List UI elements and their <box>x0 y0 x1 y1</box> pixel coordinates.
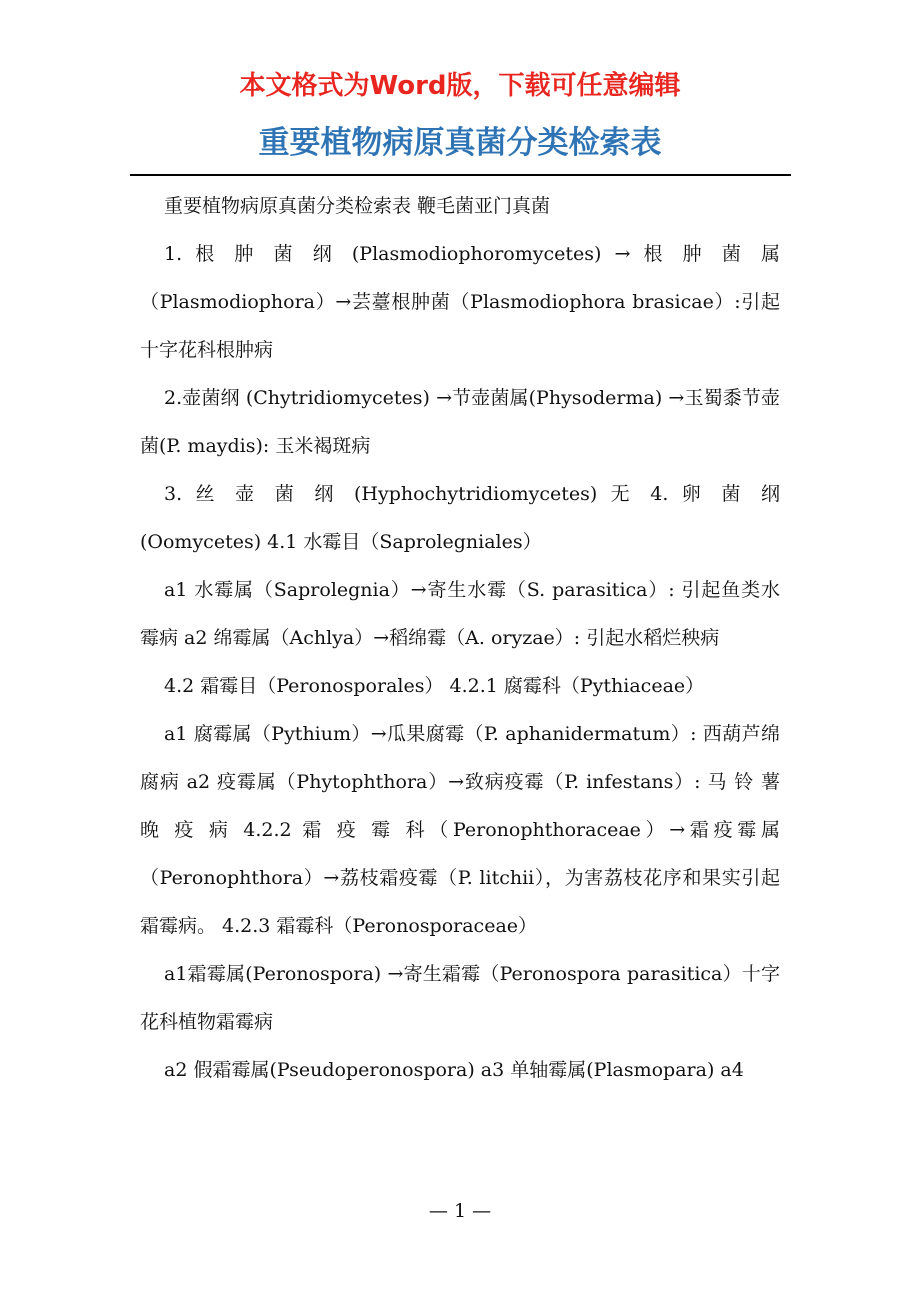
document-body <box>140 182 780 1094</box>
paragraph-plasmodiophoromycetes: 1. 根 肿 菌 纲 (Plasmodiophoromycetes) → 根 肿 菌 属（Plasmodiophora）→芸薹根肿菌（Plasmodiophora brasicae）:引起十字花科根肿病 <box>140 243 780 361</box>
paragraph-pythiaceae: a1 腐霉属（Pythium）→瓜果腐霉（P. aphanidermatum）: 西葫芦绵腐病 a2 疫霉属（Phytophthora）→致病疫霉（P. infestans）: 马 铃 薯 晚 疫 病 4.2.2 霜 疫 霉 科（Peronophthoraceae）→霜疫霉属（Peronophthora）→荔枝霜疫霉（P. litchii），为害荔枝花序和果实引起霜霉病。 4.2.3 霜霉科（Peronosporaceae） <box>140 723 780 937</box>
paragraph-saprolegniales: a1 水霉属（Saprolegnia）→寄生水霉（S. parasitica）: 引起鱼类水霉病 a2 绵霉属（Achlya）→稻绵霉（A. oryzae）: 引起水稻烂秧病 <box>140 579 780 649</box>
download-notice-banner: 本文格式为Word版，下载可任意编辑 <box>239 71 681 101</box>
title-divider <box>130 174 791 176</box>
paragraph-chytridiomycetes: 2.壶菌纲 (Chytridiomycetes) →节壶菌属(Physoderma) →玉蜀黍节壶菌(P. maydis): 玉米褐斑病 <box>140 387 780 457</box>
paragraph-pseudoperonospora: a2 假霜霉属(Pseudoperonospora) a3 单轴霉属(Plasmopara) a4 <box>164 1059 744 1081</box>
paragraph-hyphochytridiomycetes-oomycetes: 3. 丝 壶 菌 纲 (Hyphochytridiomycetes) 无 4. 卵 菌 纲 (Oomycetes) 4.1 水霉目（Saprolegniales） <box>140 483 781 553</box>
paragraph-peronospora: a1霜霉属(Peronospora) →寄生霜霉（Peronospora parasitica）十字花科植物霜霉病 <box>140 963 780 1033</box>
page-number: — 1 — <box>428 1200 492 1222</box>
paragraph-intro: 重要植物病原真菌分类检索表 鞭毛菌亚门真菌 <box>164 195 551 217</box>
document-title: 重要植物病原真菌分类检索表 <box>258 125 662 161</box>
paragraph-peronosporales: 4.2 霜霉目（Peronosporales） 4.2.1 腐霉科（Pythiaceae） <box>164 675 705 697</box>
